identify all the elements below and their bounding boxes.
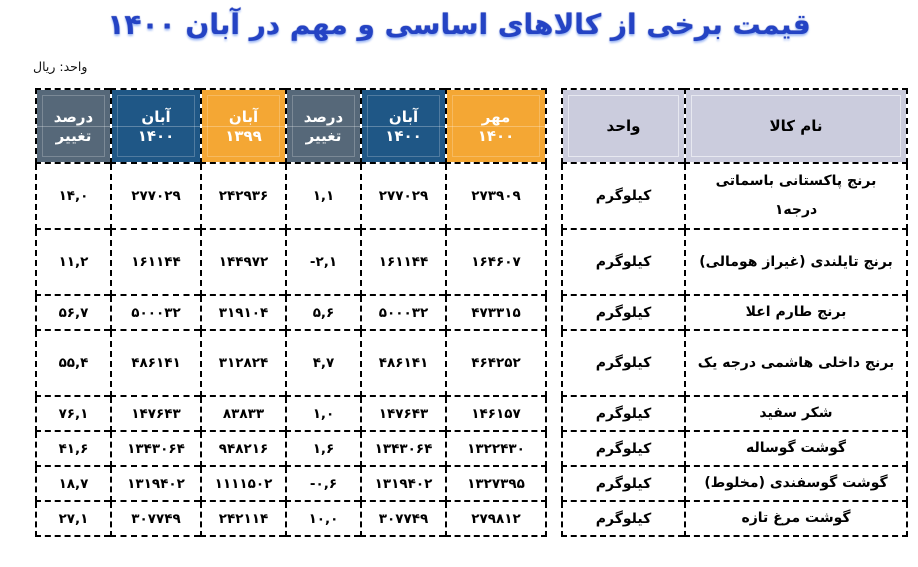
pct-change-year-cell: ۷۶,۱ [36, 396, 111, 431]
table-row [562, 229, 907, 295]
pct-change-year-cell: ۵۶,۷ [36, 295, 111, 330]
header-label: نام کالا [769, 117, 823, 135]
table-row [562, 295, 907, 330]
pct-change-month-cell: ۴,۷ [286, 330, 361, 396]
pct-change-month-cell: ۵,۶ [286, 295, 361, 330]
header-aban-1400-yoy [111, 89, 201, 163]
table-row [562, 501, 907, 536]
header-line: آبان [388, 107, 419, 126]
table-row [562, 431, 907, 466]
pct-change-year-cell: ۵۵,۴ [36, 330, 111, 396]
product-name-cell: برنج پاکستانی باسماتی درجه۱ [685, 163, 907, 229]
pct-change-year-cell: ۱۸,۷ [36, 466, 111, 501]
pct-change-year-cell: ۱۱,۲ [36, 229, 111, 295]
table-row [562, 163, 907, 229]
aban-1399-cell: ۸۳۸۳۳ [201, 396, 286, 431]
table-row [36, 501, 546, 536]
unit-cell: کیلوگرم [562, 330, 685, 396]
table-row [36, 330, 546, 396]
aban-1399-cell: ۱۱۱۱۵۰۲ [201, 466, 286, 501]
aban-1400-cell: ۵۰۰۰۳۲ [111, 295, 201, 330]
aban-1399-cell: ۱۴۴۹۷۲ [201, 229, 286, 295]
unit-cell: کیلوگرم [562, 295, 685, 330]
prices-table-right-block [561, 88, 908, 537]
product-name-cell: شکر سفید [685, 396, 907, 431]
mehr-1400-cell: ۲۷۹۸۱۲ [446, 501, 546, 536]
table-row [36, 163, 546, 229]
table-row [36, 466, 546, 501]
header-label: واحد [606, 117, 641, 135]
product-name-cell: گوشت گوساله [685, 431, 907, 466]
header-aban-1399 [201, 89, 286, 163]
header-product-name [685, 89, 907, 163]
aban-1400-cell: ۱۴۷۶۴۳ [111, 396, 201, 431]
table-row [562, 396, 907, 431]
aban-1400-cell: ۳۰۷۷۴۹ [111, 501, 201, 536]
header-line: درصد [303, 107, 344, 126]
aban-1400-cell: ۱۳۱۹۴۰۲ [361, 466, 446, 501]
unit-cell: کیلوگرم [562, 396, 685, 431]
pct-change-year-cell: ۱۴,۰ [36, 163, 111, 229]
header-line: آبان [141, 107, 171, 126]
table-header-row [36, 89, 546, 163]
page-title: قیمت برخی از کالاهای اساسی و مهم در آبان ۱۴۰۰ [107, 8, 811, 41]
header-pct-change-mom [286, 89, 361, 163]
pct-change-month-cell: ۱۰,۰ [286, 501, 361, 536]
mehr-1400-cell: ۴۶۴۲۵۲ [446, 330, 546, 396]
pct-change-year-cell: ۴۱,۶ [36, 431, 111, 466]
pct-change-month-cell: ۱,۶ [286, 431, 361, 466]
mehr-1400-cell: ۱۳۲۲۴۳۰ [446, 431, 546, 466]
table-row [562, 330, 907, 396]
unit-cell: کیلوگرم [562, 431, 685, 466]
pct-change-month-cell: -۰,۶ [286, 466, 361, 501]
header-line: ۱۴۰۰ [447, 126, 545, 145]
aban-1400-cell: ۱۴۷۶۴۳ [361, 396, 446, 431]
product-name-cell: برنج طارم اعلا [685, 295, 907, 330]
aban-1400-cell: ۲۷۷۰۲۹ [361, 163, 446, 229]
aban-1400-cell: ۱۶۱۱۴۴ [111, 229, 201, 295]
table-row [36, 396, 546, 431]
unit-cell: کیلوگرم [562, 229, 685, 295]
header-aban-1400-mom [361, 89, 446, 163]
aban-1399-cell: ۲۴۲۱۱۴ [201, 501, 286, 536]
mehr-1400-cell: ۱۶۴۶۰۷ [446, 229, 546, 295]
pct-change-year-cell: ۲۷,۱ [36, 501, 111, 536]
header-line: آبان [228, 107, 259, 126]
pct-change-month-cell: ۱,۱ [286, 163, 361, 229]
aban-1400-cell: ۳۰۷۷۴۹ [361, 501, 446, 536]
table-row [562, 466, 907, 501]
header-mehr-1400 [446, 89, 546, 163]
unit-note: واحد: ریال [33, 59, 88, 74]
header-line: ۱۳۹۹ [202, 126, 285, 145]
table-row [36, 431, 546, 466]
mehr-1400-cell: ۱۴۶۱۵۷ [446, 396, 546, 431]
pct-change-month-cell: -۲,۱ [286, 229, 361, 295]
mehr-1400-cell: ۱۳۲۷۳۹۵ [446, 466, 546, 501]
aban-1399-cell: ۳۱۲۸۲۴ [201, 330, 286, 396]
unit-cell: کیلوگرم [562, 466, 685, 501]
product-name-cell: برنج داخلی هاشمی درجه یک [685, 330, 907, 396]
header-pct-change-yoy [36, 89, 111, 163]
aban-1400-cell: ۱۳۴۳۰۶۴ [361, 431, 446, 466]
product-name-cell: برنج تایلندی (غیراز هومالی) [685, 229, 907, 295]
unit-cell: کیلوگرم [562, 501, 685, 536]
aban-1399-cell: ۲۴۲۹۳۶ [201, 163, 286, 229]
price-table [35, 88, 908, 537]
table-row [36, 295, 546, 330]
header-line: ۱۴۰۰ [362, 126, 445, 145]
aban-1400-cell: ۱۶۱۱۴۴ [361, 229, 446, 295]
table-header-row [562, 89, 907, 163]
aban-1400-cell: ۵۰۰۰۳۲ [361, 295, 446, 330]
table-row [36, 229, 546, 295]
header-unit [562, 89, 685, 163]
header-line: تغییر [37, 126, 110, 145]
unit-cell: کیلوگرم [562, 163, 685, 229]
header-line: مهر [481, 107, 511, 126]
aban-1400-cell: ۱۳۴۳۰۶۴ [111, 431, 201, 466]
pct-change-month-cell: ۱,۰ [286, 396, 361, 431]
header-line: ۱۴۰۰ [112, 126, 200, 145]
aban-1400-cell: ۴۸۶۱۴۱ [111, 330, 201, 396]
header-line: درصد [53, 107, 94, 126]
mehr-1400-cell: ۲۷۳۹۰۹ [446, 163, 546, 229]
aban-1400-cell: ۲۷۷۰۲۹ [111, 163, 201, 229]
aban-1399-cell: ۳۱۹۱۰۴ [201, 295, 286, 330]
aban-1400-cell: ۴۸۶۱۴۱ [361, 330, 446, 396]
prices-table-left-block [35, 88, 547, 537]
aban-1400-cell: ۱۳۱۹۴۰۲ [111, 466, 201, 501]
product-name-cell: گوشت گوسفندی (مخلوط) [685, 466, 907, 501]
mehr-1400-cell: ۴۷۳۳۱۵ [446, 295, 546, 330]
header-line: تغییر [287, 126, 360, 145]
product-name-cell: گوشت مرغ تازه [685, 501, 907, 536]
aban-1399-cell: ۹۴۸۲۱۶ [201, 431, 286, 466]
